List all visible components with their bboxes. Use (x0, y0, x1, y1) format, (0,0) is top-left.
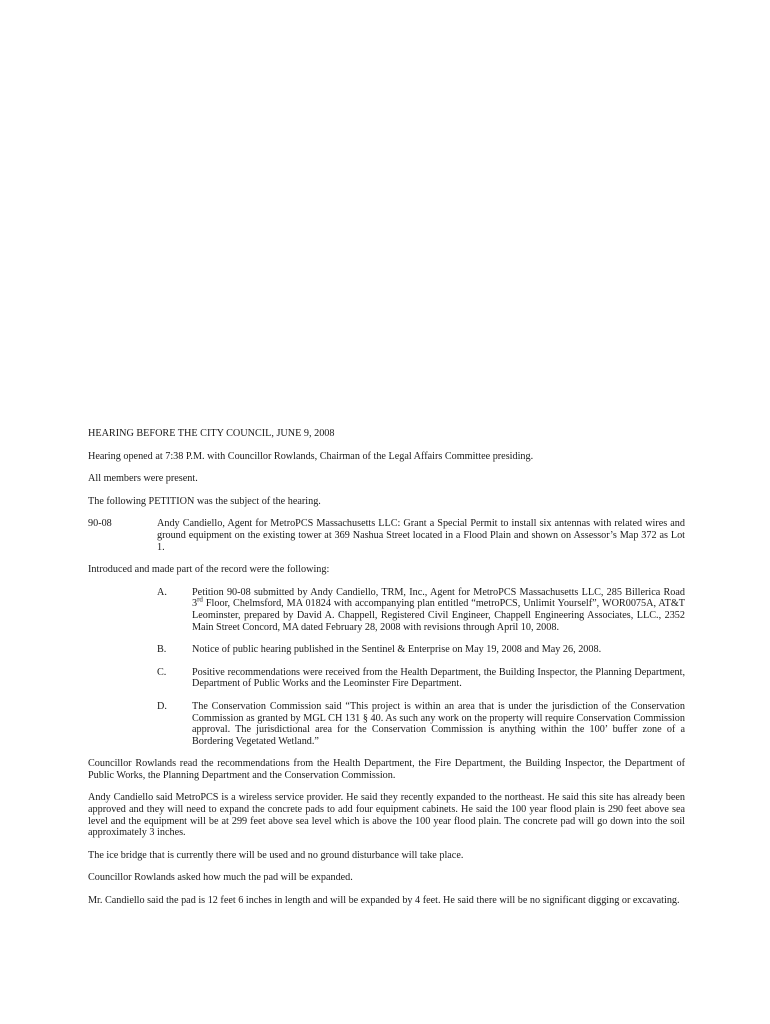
petition-block (88, 518, 685, 553)
record-items (157, 587, 685, 748)
list-item (157, 644, 685, 656)
item-text: Positive recommendations were received from the Health Department, the Building Inspector, the Planning Department, Department of Public Works and the Leominster Fire Department. (192, 666, 685, 690)
opened-paragraph: Hearing opened at 7:38 P.M. with Councillor Rowlands, Chairman of the Legal Affairs Committee presiding. (88, 450, 534, 462)
item-letter: A. (157, 586, 167, 598)
subject-paragraph: The following PETITION was the subject of the hearing. (88, 495, 321, 507)
list-item (157, 587, 685, 633)
item-letter: D. (157, 700, 167, 712)
body-paragraph: Mr. Candiello said the pad is 12 feet 6 inches in length and will be expanded by 4 feet. He said there will be no significant digging or excavating. (88, 895, 680, 907)
document-content (88, 428, 685, 907)
introduced-paragraph: Introduced and made part of the record were the following: (88, 564, 330, 576)
item-letter: C. (157, 666, 167, 678)
petition-number: 90-08 (88, 518, 112, 530)
item-text: Notice of public hearing published in the Sentinel & Enterprise on May 19, 2008 and May 26, 2008. (192, 644, 602, 656)
body-paragraph: Councillor Rowlands asked how much the pad will be expanded. (88, 872, 353, 884)
item-letter: B. (157, 644, 167, 656)
body-paragraph: Councillor Rowlands read the recommendations from the Health Department, the Fire Department, the Building Inspector, the Department of Public Works, the Planning Department and the Conservation Commission. (88, 758, 685, 781)
item-text: The Conservation Commission said “This project is within an area that is under the jurisdiction of the Conservation Commission as granted by MGL CH 131 § 40. As such any work on the property will require Conservation Commission approval. The jurisdictional area for the Conservation Commission is anything within the 100’ buffer zone of a Bordering Vegetated Wetland.” (192, 700, 685, 747)
hearing-title: HEARING BEFORE THE CITY COUNCIL, JUNE 9, 2008 (88, 428, 335, 439)
list-item (157, 667, 685, 690)
item-text: Petition 90-08 submitted by Andy Candiello, TRM, Inc., Agent for MetroPCS Massachusetts LLC, 285 Billerica Road 3rd Floor, Chelmsford, MA 01824 with accompanying plan entitled “metroPCS, Unlimit Yourself”, WOR0075A, AT&T Leominster, prepared by David A. Chappell, Registered Civil Engineer, Chappell Engineering Associates, LLC., 2352 Main Street Concord, MA dated February 28, 2008 with revisions through April 10, 2008. (192, 586, 685, 633)
petition-text: Andy Candiello, Agent for MetroPCS Massachusetts LLC: Grant a Special Permit to install six antennas with related wires and ground equipment on the existing tower at 369 Nashua Street located in a Flood Plain and shown on Assessor’s Map 372 as Lot 1. (157, 518, 685, 553)
list-item (157, 701, 685, 747)
body-paragraph: Andy Candiello said MetroPCS is a wireless service provider. He said they recently expanded to the northeast. He said this site has already been approved and they will need to expand the concrete pads to add four equipment cabinets. He said the 100 year flood plain is 290 feet above sea level and the equipment will be at 299 feet above sea level which is above the 100 year flood plain. The concrete pad will go down into the soil approximately 3 inches. (88, 792, 685, 839)
present-paragraph: All members were present. (88, 473, 198, 485)
body-paragraph: The ice bridge that is currently there will be used and no ground disturbance will take place. (88, 849, 464, 861)
